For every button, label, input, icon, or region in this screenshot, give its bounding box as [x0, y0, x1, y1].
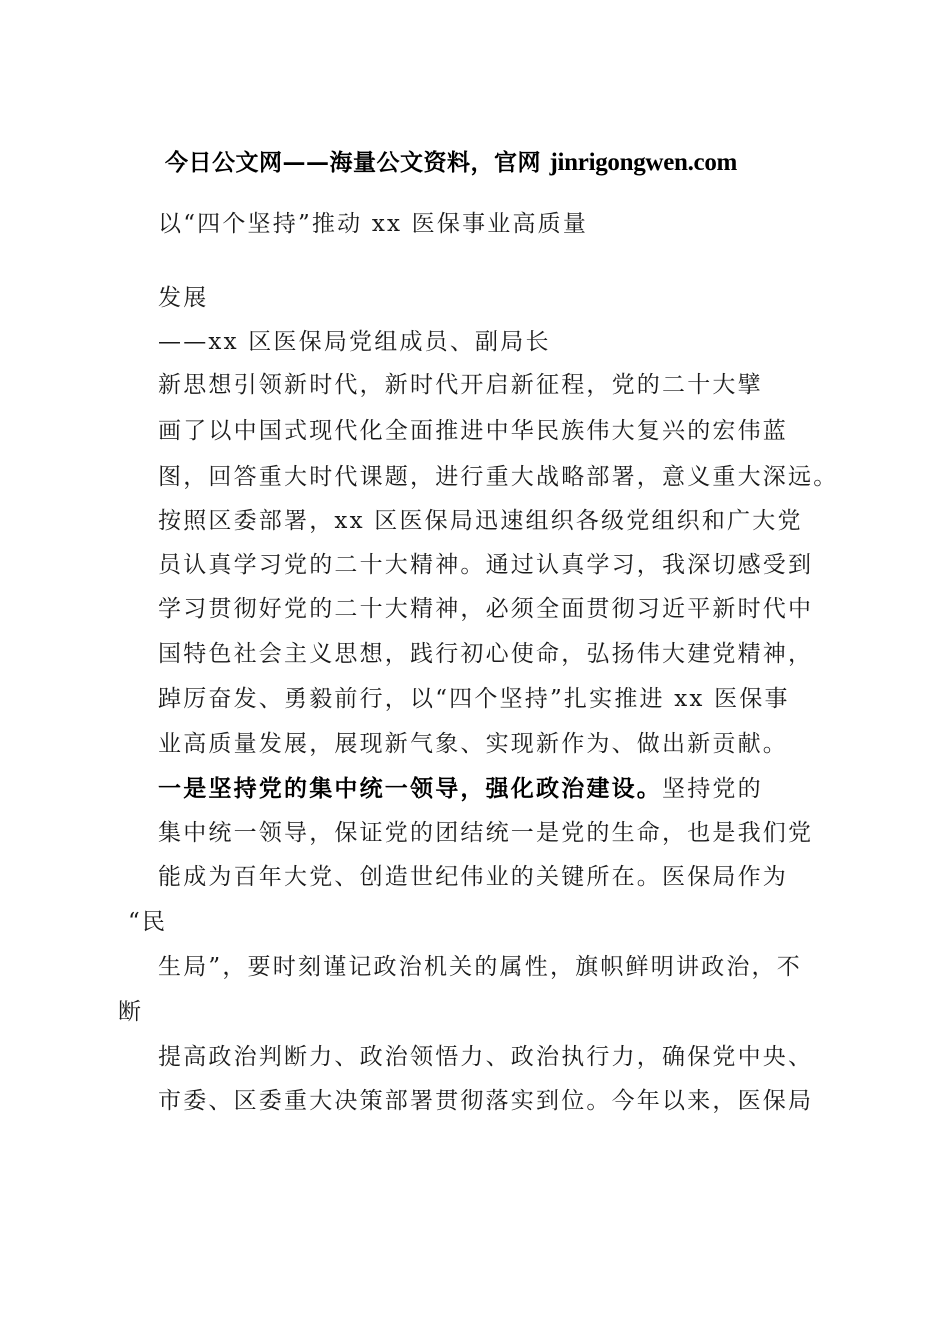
- body-line: 市委、区委重大决策部署贯彻落实到位。今年以来，医保局: [158, 1088, 814, 1114]
- body-line: 能成为百年大党、创造世纪伟业的关键所在。医保局作为: [158, 864, 788, 890]
- body-line: 国特色社会主义思想，践行初心使命，弘扬伟大建党精神，: [158, 641, 814, 667]
- body-line: 踔厉奋发、勇毅前行，以“四个坚持”扎实推进 xx 医保事: [158, 686, 790, 712]
- body-line: 提高政治判断力、政治领悟力、政治执行力，确保党中央、: [158, 1044, 814, 1070]
- site-header: [165, 146, 737, 180]
- body-line: 生局”，要时刻谨记政治机关的属性，旗帜鲜明讲政治，不: [158, 954, 802, 980]
- body-line-wrap: 断: [118, 999, 144, 1025]
- header-prefix: 今日公文网——海量公文资料，官网: [165, 149, 550, 176]
- section-1-heading-line: [158, 774, 763, 804]
- body-line: 学习贯彻好党的二十大精神，必须全面贯彻习近平新时代中: [158, 596, 814, 622]
- body-line: 集中统一领导，保证党的团结统一是党的生命，也是我们党: [158, 820, 814, 846]
- body-line: 图，回答重大时代课题，进行重大战略部署，意义重大深远。: [158, 464, 839, 490]
- body-line: 业高质量发展，展现新气象、实现新作为、做出新贡献。: [158, 731, 788, 757]
- body-line-wrap: “民: [128, 909, 168, 935]
- body-line: 新思想引领新时代，新时代开启新征程，党的二十大擘: [158, 372, 763, 398]
- body-line: 按照区委部署，xx 区医保局迅速组织各级党组织和广大党: [158, 508, 803, 534]
- section-1-heading: 一是坚持党的集中统一领导，强化政治建设。: [158, 775, 662, 802]
- header-site-link[interactable]: jinrigongwen.com: [549, 149, 738, 176]
- doc-subtitle: ——xx 区医保局党组成员、副局长: [158, 329, 551, 355]
- body-line: 画了以中国式现代化全面推进中华民族伟大复兴的宏伟蓝: [158, 418, 788, 444]
- doc-title-line-2: 发展: [158, 285, 209, 311]
- section-1-heading-tail: 坚持党的: [662, 776, 763, 802]
- doc-title-line-1: 以“四个坚持”推动 xx 医保事业高质量: [158, 211, 589, 237]
- body-line: 员认真学习党的二十大精神。通过认真学习，我深切感受到: [158, 552, 814, 578]
